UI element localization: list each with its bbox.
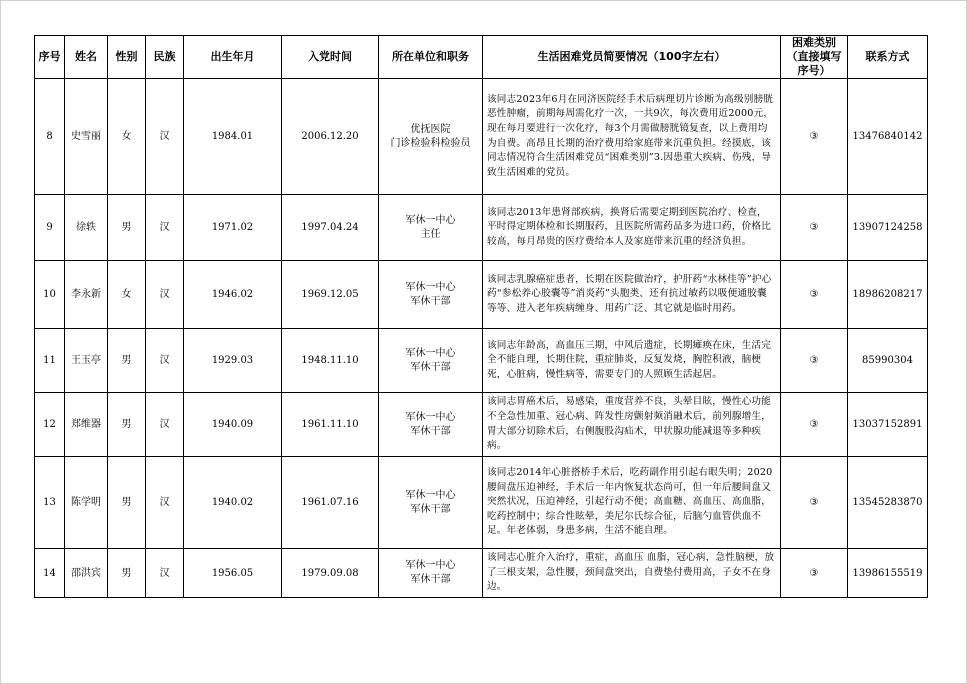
cell-unit [379,79,483,195]
header-seq: 序号 [35,36,65,79]
header-difficulty-type: 困难类别（直接填写序号） [781,36,848,79]
cell-difficulty-type: ③ [781,329,848,393]
cell-seq: 9 [35,195,65,261]
unit-position: 军休干部 [410,361,451,373]
cell-contact: 13986155519 [848,549,928,598]
header-unit: 所在单位和职务 [379,36,483,79]
cell-gender: 男 [108,195,146,261]
cell-difficulty-type: ③ [781,457,848,549]
difficult-members-table [34,35,928,598]
cell-birth: 1984.01 [184,79,282,195]
unit-position: 主任 [420,228,441,240]
header-join-date: 入党时间 [282,36,379,79]
cell-ethnicity: 汉 [146,549,184,598]
cell-name: 邵洪宾 [65,549,108,598]
cell-gender: 男 [108,393,146,457]
unit-name: 军休一中心 [405,489,456,501]
cell-birth: 1929.03 [184,329,282,393]
table-row [35,195,928,261]
cell-ethnicity: 汉 [146,393,184,457]
cell-gender: 女 [108,79,146,195]
unit-position: 军休干部 [410,295,451,307]
table-row [35,329,928,393]
cell-birth: 1940.02 [184,457,282,549]
cell-situation: 该同志2023年6月在同济医院经手术后病理切片诊断为高级别膀胱恶性肿瘤，前期每周需化疗一次，一共9次，每次费用近2000元，现在每月要进行一次化疗，每3个月需做膀胱镜复查，以上费用均为自费。高昂且长期的治疗费用给家庭带来沉重负担。经摸底，该同志情况符合生活困难党员“困难类别”3.因患重大疾病、伤残，导致生活困难的党员。 [483,79,781,195]
cell-situation: 该同志胃癌术后，易感染，重度营养不良，头晕目眩，慢性心功能不全急性加重、冠心病、阵发性房颤射频消融术后，前列腺增生，胃大部分切除术后，右侧腹股沟疝术，甲状腺功能减退等多种疾病。 [483,393,781,457]
cell-birth: 1946.02 [184,261,282,329]
cell-seq: 14 [35,549,65,598]
cell-seq: 8 [35,79,65,195]
unit-name: 军休一中心 [405,347,456,359]
unit-name: 军休一中心 [405,411,456,423]
unit-position: 军休干部 [410,574,451,585]
cell-contact: 13545283870 [848,457,928,549]
cell-situation: 该同志2013年患肾部疾病，换肾后需要定期到医院治疗、检查，平时得定期体检和长期服药，且医院所需药品多为进口药，价格比较高，每月昂贵的医疗费给本人及家庭带来沉重的经济负担。 [483,195,781,261]
table-row [35,457,928,549]
header-situation: 生活困难党员简要情况（100字左右） [483,36,781,79]
unit-position: 军休干部 [410,503,451,515]
cell-difficulty-type: ③ [781,549,848,598]
cell-birth: 1956.05 [184,549,282,598]
cell-name: 史雪丽 [65,79,108,195]
cell-join-date: 1997.04.24 [282,195,379,261]
unit-position: 军休干部 [410,425,451,437]
unit-position: 门诊检验科检验员 [390,137,471,149]
header-row [35,36,928,79]
cell-seq: 12 [35,393,65,457]
cell-join-date: 1979.09.08 [282,549,379,598]
cell-unit [379,261,483,329]
cell-contact: 13907124258 [848,195,928,261]
cell-difficulty-type: ③ [781,393,848,457]
cell-difficulty-type: ③ [781,261,848,329]
table-row [35,549,928,598]
cell-ethnicity: 汉 [146,195,184,261]
cell-gender: 男 [108,549,146,598]
cell-birth: 1940.09 [184,393,282,457]
cell-ethnicity: 汉 [146,457,184,549]
cell-contact: 85990304 [848,329,928,393]
header-name: 姓名 [65,36,108,79]
cell-seq: 10 [35,261,65,329]
cell-contact: 13037152891 [848,393,928,457]
cell-join-date: 1961.11.10 [282,393,379,457]
cell-difficulty-type: ③ [781,79,848,195]
header-ethnicity: 民族 [146,36,184,79]
cell-name: 陈学明 [65,457,108,549]
cell-join-date: 1969.12.05 [282,261,379,329]
cell-join-date: 2006.12.20 [282,79,379,195]
header-birth: 出生年月 [184,36,282,79]
cell-contact: 13476840142 [848,79,928,195]
cell-situation: 该同志2014年心脏搭桥手术后，吃药副作用引起右眼失明；2020腰间盘压迫神经，手术后一年内恢复状态尚可，但一年后腰间盘又突然状况，压迫神经，引起行动不便；高血糖、高血压、高血脂，吃药控制中；综合性眩晕，美尼尔氏综合征，后脑勺血管供血不足。年老体弱，身患多病，生活不能自理。 [483,457,781,549]
unit-name: 优抚医院 [410,123,451,135]
cell-name: 李永新 [65,261,108,329]
cell-ethnicity: 汉 [146,79,184,195]
cell-unit [379,393,483,457]
header-gender: 性别 [108,36,146,79]
cell-name: 徐轶 [65,195,108,261]
cell-situation: 该同志心脏介入治疗，重症，高血压 血脂，冠心病，急性脑梗，放了三根支架，急性腰，颈间盘突出，自费垫付费用高，子女不在身边。 [483,549,781,598]
cell-ethnicity: 汉 [146,261,184,329]
cell-seq: 13 [35,457,65,549]
cell-ethnicity: 汉 [146,329,184,393]
cell-seq: 11 [35,329,65,393]
cell-gender: 女 [108,261,146,329]
cell-unit [379,549,483,598]
cell-gender: 男 [108,457,146,549]
cell-birth: 1971.02 [184,195,282,261]
cell-name: 郑维器 [65,393,108,457]
cell-unit [379,457,483,549]
cell-join-date: 1948.11.10 [282,329,379,393]
unit-name: 军休一中心 [405,214,456,226]
table-row [35,79,928,195]
cell-name: 王玉亭 [65,329,108,393]
cell-contact: 18986208217 [848,261,928,329]
unit-name: 军休一中心 [405,281,456,293]
table-row [35,261,928,329]
cell-situation: 该同志年龄高，高血压三期，中风后遗症，长期瘫痪在床，生活完全不能自理，长期住院，重症肺炎，反复发烧，胸腔积液，脑梗死，心脏病，慢性病等，需要专门的人照顾生活起居。 [483,329,781,393]
cell-unit [379,329,483,393]
cell-join-date: 1961.07.16 [282,457,379,549]
table-row [35,393,928,457]
cell-difficulty-type: ③ [781,195,848,261]
unit-name: 军休一中心 [405,560,456,571]
header-contact: 联系方式 [848,36,928,79]
cell-situation: 该同志乳腺癌症患者，长期在医院做治疗，护肝药“水林佳等”护心药“参松养心胶囊等”消炎药”头胞类、还有抗过敏药以吸便通胶囊等等、进入老年疾病缠身、用药广泛、其它就是临时用药。 [483,261,781,329]
cell-gender: 男 [108,329,146,393]
cell-unit [379,195,483,261]
